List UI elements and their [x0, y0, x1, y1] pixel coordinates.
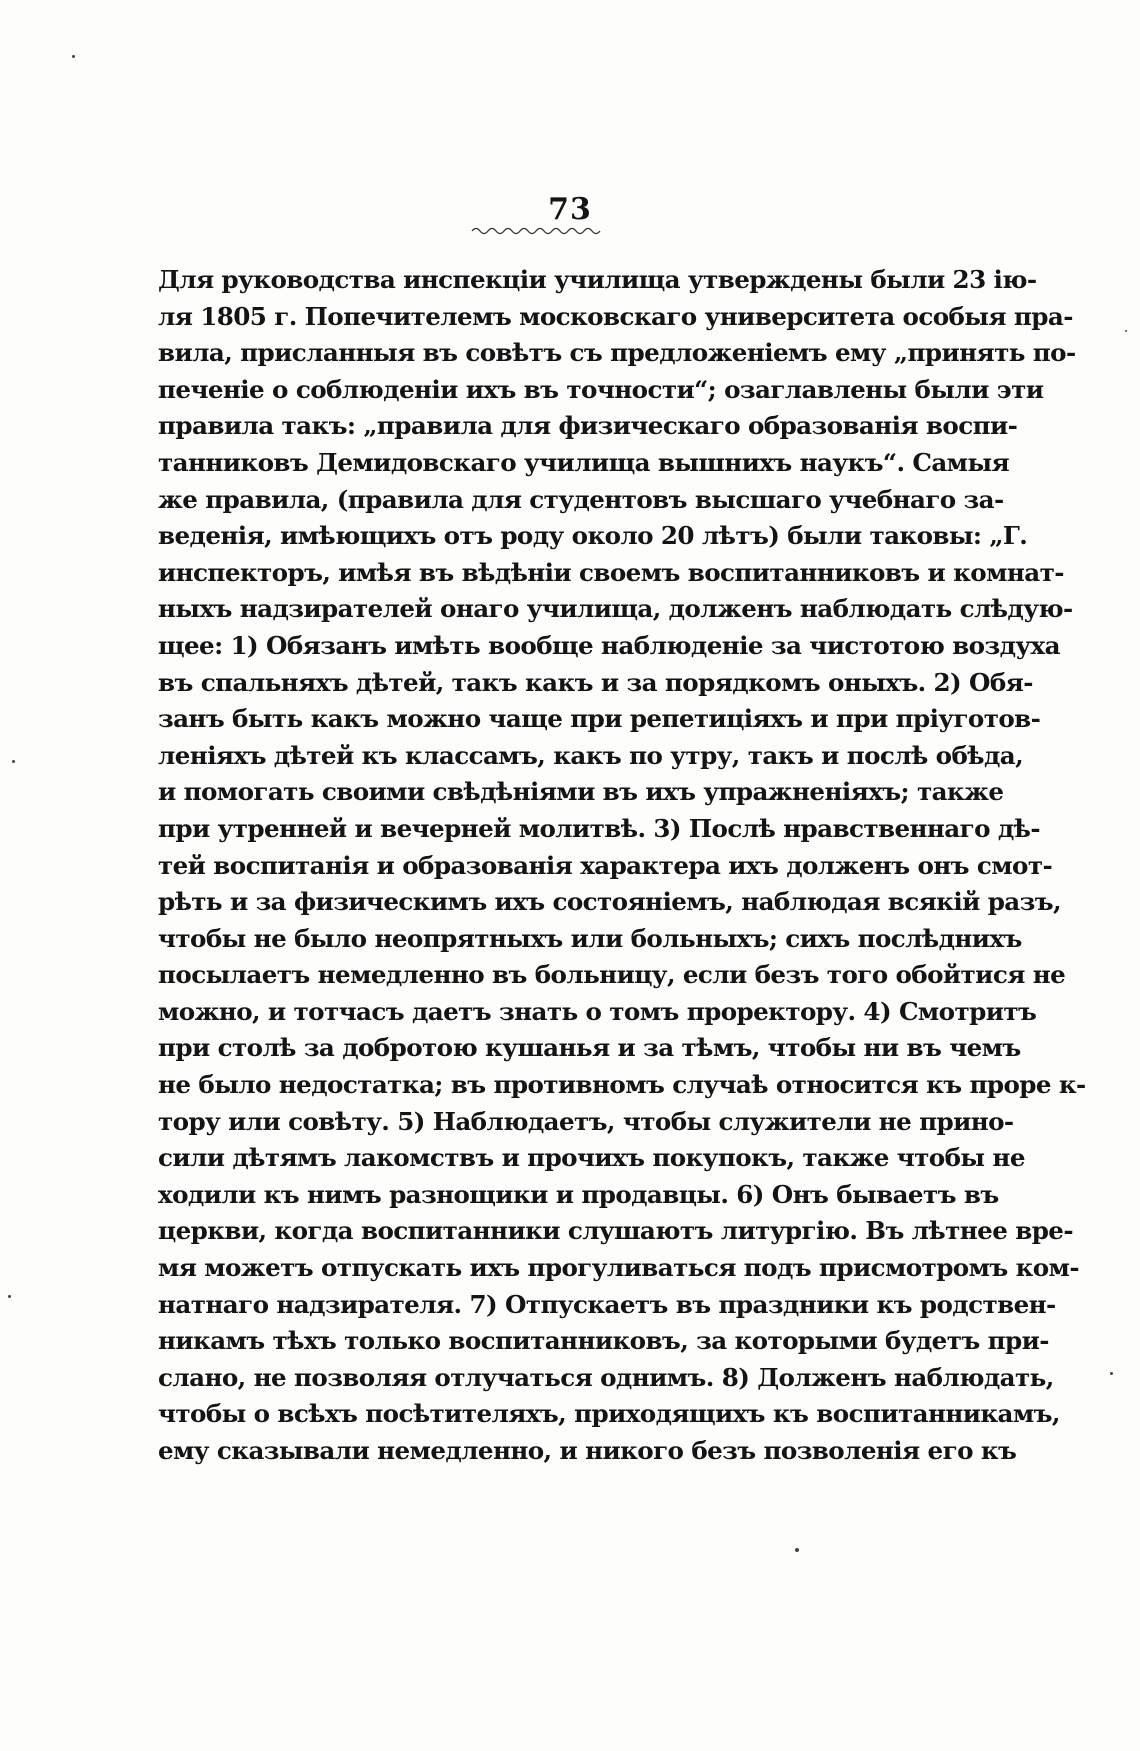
text-line: танниковъ Демидовскаго училища вышнихъ наукъ“. Самыя [158, 447, 1010, 477]
scan-speck [72, 55, 75, 58]
text-line: щее: 1) Обязанъ имѣть вообще наблюденiе за чистотою воздуха [158, 630, 1060, 660]
text-line: никамъ тѣхъ только воспитанниковъ, за которыми будетъ при- [158, 1326, 1049, 1356]
text-line: ленiяхъ дѣтей къ классамъ, какъ по утру, такъ и послѣ обѣда, [158, 740, 1024, 770]
text-line: печенiе о соблюденiи ихъ въ точности“; озаглавлены были эти [158, 374, 1044, 404]
text-line: веденiя, имѣющихъ отъ роду около 20 лѣтъ) были таковы: „Г. [158, 521, 1028, 551]
text-line: чтобы не было неопрятныхъ или больныхъ; сихъ послѣднихъ [158, 923, 1022, 953]
text-line: ныхъ надзирателей онаго училища, долженъ наблюдать слѣдую- [158, 594, 1073, 624]
ornament-divider [472, 222, 602, 236]
text-line: же правила, (правила для студентовъ высшаго учебнаго за- [158, 484, 1004, 514]
text-line: при утренней и вечерней молитвѣ. 3) Послѣ нравственнаго дѣ- [158, 813, 1040, 843]
text-line: въ спальняхъ дѣтей, такъ какъ и за порядкомъ оныхъ. 2) Обя- [158, 667, 1033, 697]
scan-speck [795, 1548, 799, 1552]
text-line: тору или совѣту. 5) Наблюдаетъ, чтобы служители не прино- [158, 1106, 1014, 1136]
text-line: ему сказывали немедленно, и никого безъ позволенiя его къ [158, 1436, 1017, 1465]
text-line: натнаго надзирателя. 7) Отпускаетъ въ праздники къ родствен- [158, 1289, 1056, 1319]
text-line: посылаетъ немедленно въ больницу, если безъ того обойтися не [158, 960, 1066, 990]
text-line: инспекторъ, имѣя въ вѣдѣнiи своемъ воспитанниковъ и комнат- [158, 557, 1064, 587]
text-line: занъ быть какъ можно чаще при репетицiяхъ и при прiуготов- [158, 704, 1041, 734]
text-line: церкви, когда воспитанники слушаютъ литургiю. Въ лѣтнее вре- [158, 1216, 1073, 1246]
scan-speck [1110, 1372, 1113, 1375]
text-line: ходили къ нимъ разнощики и продавцы. 6) Онъ бываетъ въ [158, 1179, 999, 1209]
scan-speck [1125, 330, 1127, 332]
text-line: чтобы о всѣхъ посѣтителяхъ, приходящихъ къ воспитанникамъ, [158, 1399, 1060, 1429]
text-line: можно, и тотчасъ даетъ знать о томъ проректору. 4) Смотритъ [158, 996, 1037, 1026]
body-text [158, 262, 1086, 1470]
text-line: сили дѣтямъ лакомствъ и прочихъ покупокъ, также чтобы не [158, 1143, 1025, 1173]
text-line: рѣть и за физическимъ ихъ состоянiемъ, наблюдая всякiй разъ, [158, 887, 1061, 917]
text-line: и помогать своими свѣдѣнiями въ ихъ упражненiяхъ; также [158, 777, 1004, 807]
page-number: 73 [548, 192, 592, 227]
text-line: не было недостатка; въ противномъ случаѣ относится къ проре к- [158, 1070, 1086, 1100]
scan-speck [12, 760, 15, 763]
text-line: вила, присланныя въ совѣтъ съ предложенiемъ ему „принять по- [158, 338, 1076, 368]
text-line: ля 1805 г. Попечителемъ московскаго университета особыя пра- [158, 301, 1073, 331]
scan-speck [8, 1295, 11, 1298]
text-line: Для руководства инспекцiи училища утверждены были 23 iю- [158, 265, 1037, 294]
text-line: мя можетъ отпускать ихъ прогуливаться подъ присмотромъ ком- [158, 1253, 1079, 1283]
text-line: правила такъ: „правила для физическаго образованiя воспи- [158, 411, 1018, 441]
text-line: слано, не позволяя отлучаться однимъ. 8) Долженъ наблюдать, [158, 1362, 1054, 1392]
text-line: тей воспитанiя и образованiя характера ихъ долженъ онъ смот- [158, 850, 1053, 880]
text-line: при столѣ за добротою кушанья и за тѣмъ, чтобы ни въ чемъ [158, 1033, 1021, 1063]
